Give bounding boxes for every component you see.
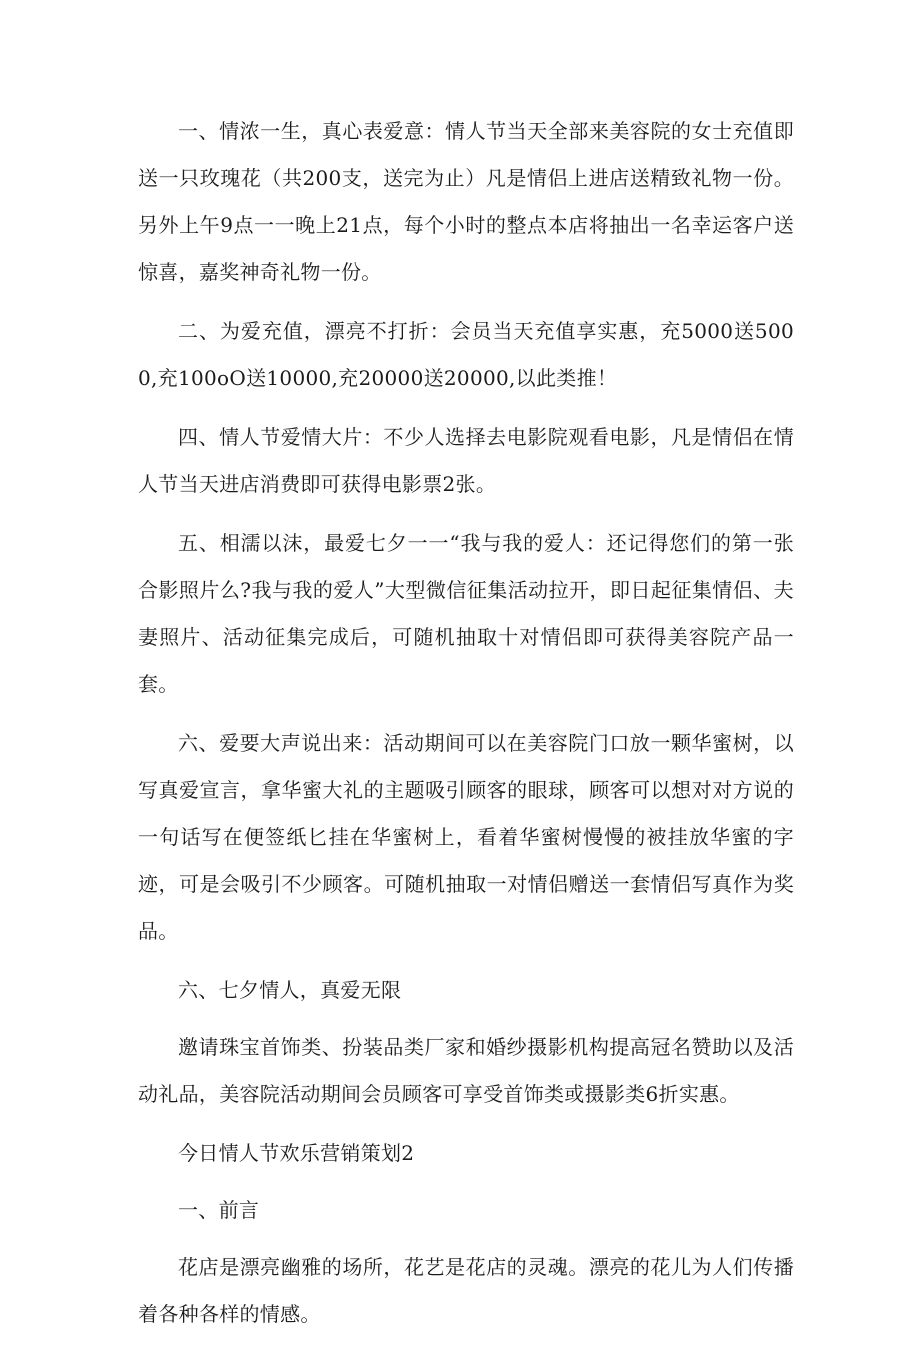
paragraph-sponsorship: 邀请珠宝首饰类、扮装品类厂家和婚纱摄影机构提高冠名赞助以及活动礼品，美容院活动期间会员顾客可享受首饰类或摄影类6折实惠。 bbox=[138, 1035, 794, 1106]
section-heading-qixi: 六、七夕情人，真爱无限 bbox=[178, 978, 402, 1002]
document-title-2: 今日情人节欢乐营销策划2 bbox=[178, 1141, 415, 1165]
paragraph-preface: 花店是漂亮幽雅的场所，花艺是花店的灵魂。漂亮的花儿为人们传播着各种各样的情感。 bbox=[138, 1255, 794, 1326]
paragraph-activity-4: 四、情人节爱情大片：不少人选择去电影院观看电影，凡是情侣在情人节当天进店消费即可获得电影票2张。 bbox=[138, 425, 794, 496]
section-heading-preface: 一、前言 bbox=[178, 1198, 260, 1222]
paragraph-activity-2: 二、为爱充值，漂亮不打折：会员当天充值享实惠，充5000送5000,充100oO送10000,充20000送20000,以此类推！ bbox=[138, 319, 794, 390]
paragraph-activity-5: 五、相濡以沫，最爱七夕一一“我与我的爱人：还记得您们的第一张合影照片么?我与我的爱人”大型微信征集活动拉开，即日起征集情侣、夫妻照片、活动征集完成后，可随机抽取十对情侣即可获得美容院产品一套。 bbox=[138, 531, 794, 696]
paragraph-activity-1: 一、情浓一生，真心表爱意：情人节当天全部来美容院的女士充值即送一只玫瑰花（共200支，送完为止）凡是情侣上进店送精致礼物一份。另外上午9点一一晚上21点，每个小时的整点本店将抽出一名幸运客户送惊喜，嘉奖神奇礼物一份。 bbox=[138, 119, 794, 284]
paragraph-activity-6: 六、爱要大声说出来：活动期间可以在美容院门口放一颗华蜜树，以写真爱宣言，拿华蜜大礼的主题吸引顾客的眼球，顾客可以想对对方说的一句话写在便签纸匕挂在华蜜树上，看着华蜜树慢慢的被挂放华蜜的字迹，可是会吸引不少顾客。可随机抽取一对情侣赠送一套情侣写真作为奖品。 bbox=[138, 731, 794, 943]
document-body bbox=[138, 108, 794, 1350]
